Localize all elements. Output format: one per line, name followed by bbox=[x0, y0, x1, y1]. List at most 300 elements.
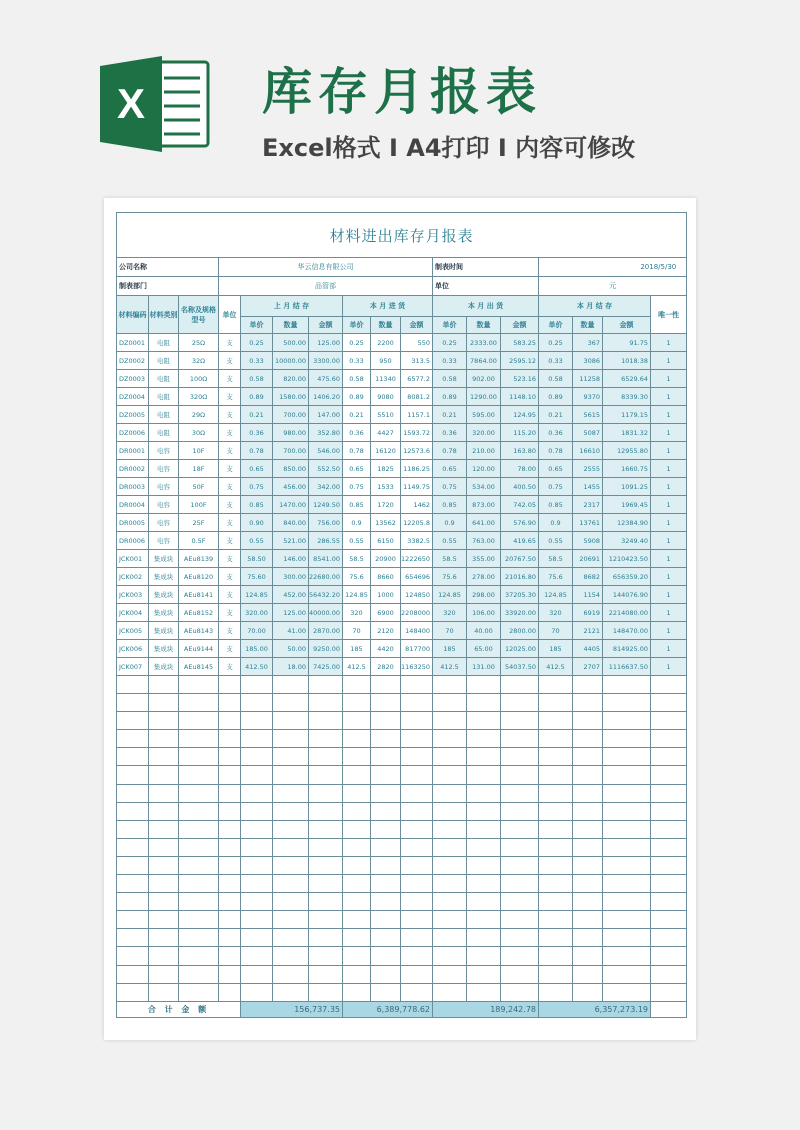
table-cell[interactable]: 10F bbox=[179, 442, 219, 460]
table-cell[interactable]: 1 bbox=[651, 496, 687, 514]
empty-cell[interactable] bbox=[219, 820, 241, 838]
table-cell[interactable]: 412.50 bbox=[241, 658, 273, 676]
table-cell[interactable]: 0.25 bbox=[241, 334, 273, 352]
empty-cell[interactable] bbox=[149, 965, 179, 983]
empty-cell[interactable] bbox=[117, 820, 149, 838]
empty-cell[interactable] bbox=[273, 875, 309, 893]
empty-cell[interactable] bbox=[573, 676, 603, 694]
empty-cell[interactable] bbox=[433, 838, 467, 856]
table-cell[interactable]: 2317 bbox=[573, 496, 603, 514]
table-cell[interactable]: 1179.15 bbox=[603, 406, 651, 424]
empty-cell[interactable] bbox=[273, 748, 309, 766]
table-cell[interactable]: 452.00 bbox=[273, 586, 309, 604]
empty-cell[interactable] bbox=[117, 694, 149, 712]
empty-cell[interactable] bbox=[539, 929, 573, 947]
table-cell[interactable]: 300.00 bbox=[273, 568, 309, 586]
table-cell[interactable]: 6919 bbox=[573, 604, 603, 622]
empty-cell[interactable] bbox=[467, 802, 501, 820]
empty-cell[interactable] bbox=[433, 820, 467, 838]
empty-cell[interactable] bbox=[501, 856, 539, 874]
empty-cell[interactable] bbox=[241, 838, 273, 856]
empty-cell[interactable] bbox=[241, 875, 273, 893]
empty-cell[interactable] bbox=[117, 730, 149, 748]
table-cell[interactable]: 20900 bbox=[371, 550, 401, 568]
empty-cell[interactable] bbox=[149, 784, 179, 802]
table-cell[interactable]: 1462 bbox=[401, 496, 433, 514]
table-cell[interactable]: 9080 bbox=[371, 388, 401, 406]
table-cell[interactable]: 0.78 bbox=[343, 442, 371, 460]
table-cell[interactable]: 2870.00 bbox=[309, 622, 343, 640]
table-cell[interactable]: 0.58 bbox=[241, 370, 273, 388]
empty-cell[interactable] bbox=[149, 911, 179, 929]
empty-cell[interactable] bbox=[117, 983, 149, 1001]
table-cell[interactable]: 0.89 bbox=[539, 388, 573, 406]
table-cell[interactable]: 1157.1 bbox=[401, 406, 433, 424]
table-cell[interactable]: 0.85 bbox=[433, 496, 467, 514]
empty-cell[interactable] bbox=[343, 875, 371, 893]
table-cell[interactable]: 支 bbox=[219, 658, 241, 676]
table-cell[interactable]: 0.55 bbox=[433, 532, 467, 550]
empty-cell[interactable] bbox=[371, 748, 401, 766]
table-cell[interactable]: 475.60 bbox=[309, 370, 343, 388]
empty-cell[interactable] bbox=[219, 875, 241, 893]
table-cell[interactable]: 11340 bbox=[371, 370, 401, 388]
table-cell[interactable]: 320 bbox=[343, 604, 371, 622]
unit-value[interactable]: 元 bbox=[539, 277, 687, 296]
table-cell[interactable]: 6900 bbox=[371, 604, 401, 622]
empty-cell[interactable] bbox=[539, 983, 573, 1001]
empty-cell[interactable] bbox=[309, 802, 343, 820]
table-cell[interactable]: 1593.72 bbox=[401, 424, 433, 442]
table-cell[interactable]: DZ0005 bbox=[117, 406, 149, 424]
table-cell[interactable]: 9370 bbox=[573, 388, 603, 406]
empty-cell[interactable] bbox=[501, 820, 539, 838]
empty-cell[interactable] bbox=[309, 875, 343, 893]
empty-cell[interactable] bbox=[371, 965, 401, 983]
empty-cell[interactable] bbox=[467, 694, 501, 712]
empty-cell[interactable] bbox=[467, 766, 501, 784]
table-cell[interactable]: 0.9 bbox=[343, 514, 371, 532]
table-cell[interactable]: 124850 bbox=[401, 586, 433, 604]
total-prev-amount[interactable]: 156,737.35 bbox=[241, 1001, 343, 1017]
table-cell[interactable]: 278.00 bbox=[467, 568, 501, 586]
table-cell[interactable]: 4405 bbox=[573, 640, 603, 658]
table-cell[interactable]: 4420 bbox=[371, 640, 401, 658]
empty-cell[interactable] bbox=[219, 947, 241, 965]
table-cell[interactable]: 6529.64 bbox=[603, 370, 651, 388]
empty-cell[interactable] bbox=[273, 911, 309, 929]
empty-cell[interactable] bbox=[401, 784, 433, 802]
empty-cell[interactable] bbox=[573, 929, 603, 947]
table-cell[interactable]: 902.00 bbox=[467, 370, 501, 388]
table-cell[interactable]: 1660.75 bbox=[603, 460, 651, 478]
empty-cell[interactable] bbox=[309, 820, 343, 838]
table-cell[interactable]: 1148.10 bbox=[501, 388, 539, 406]
table-cell[interactable]: 873.00 bbox=[467, 496, 501, 514]
table-cell[interactable]: 1455 bbox=[573, 478, 603, 496]
empty-cell[interactable] bbox=[309, 748, 343, 766]
table-cell[interactable]: 840.00 bbox=[273, 514, 309, 532]
table-cell[interactable]: 0.89 bbox=[343, 388, 371, 406]
table-cell[interactable]: 5510 bbox=[371, 406, 401, 424]
table-cell[interactable]: 0.75 bbox=[539, 478, 573, 496]
empty-cell[interactable] bbox=[433, 983, 467, 1001]
empty-cell[interactable] bbox=[651, 694, 687, 712]
empty-cell[interactable] bbox=[117, 929, 149, 947]
table-cell[interactable]: 1091.25 bbox=[603, 478, 651, 496]
table-cell[interactable]: 25Ω bbox=[179, 334, 219, 352]
empty-cell[interactable] bbox=[573, 875, 603, 893]
table-cell[interactable]: 33920.00 bbox=[501, 604, 539, 622]
table-cell[interactable]: 1 bbox=[651, 586, 687, 604]
empty-cell[interactable] bbox=[573, 730, 603, 748]
empty-cell[interactable] bbox=[371, 712, 401, 730]
table-cell[interactable]: 850.00 bbox=[273, 460, 309, 478]
table-cell[interactable]: 0.90 bbox=[241, 514, 273, 532]
empty-cell[interactable] bbox=[343, 820, 371, 838]
empty-cell[interactable] bbox=[401, 712, 433, 730]
empty-cell[interactable] bbox=[117, 911, 149, 929]
empty-cell[interactable] bbox=[273, 802, 309, 820]
empty-cell[interactable] bbox=[241, 784, 273, 802]
table-cell[interactable]: 124.85 bbox=[539, 586, 573, 604]
table-cell[interactable]: 7425.00 bbox=[309, 658, 343, 676]
empty-cell[interactable] bbox=[309, 911, 343, 929]
empty-cell[interactable] bbox=[467, 893, 501, 911]
table-cell[interactable]: 2820 bbox=[371, 658, 401, 676]
table-cell[interactable]: AEu9144 bbox=[179, 640, 219, 658]
empty-cell[interactable] bbox=[651, 983, 687, 1001]
table-cell[interactable]: 65.00 bbox=[467, 640, 501, 658]
empty-cell[interactable] bbox=[501, 838, 539, 856]
empty-cell[interactable] bbox=[651, 965, 687, 983]
table-cell[interactable]: 58.5 bbox=[343, 550, 371, 568]
empty-cell[interactable] bbox=[309, 694, 343, 712]
table-cell[interactable]: 0.58 bbox=[433, 370, 467, 388]
empty-cell[interactable] bbox=[273, 965, 309, 983]
empty-cell[interactable] bbox=[401, 856, 433, 874]
empty-cell[interactable] bbox=[179, 784, 219, 802]
empty-cell[interactable] bbox=[371, 730, 401, 748]
table-cell[interactable]: 2121 bbox=[573, 622, 603, 640]
empty-cell[interactable] bbox=[467, 838, 501, 856]
table-cell[interactable]: 185.00 bbox=[241, 640, 273, 658]
table-cell[interactable]: 电阻 bbox=[149, 406, 179, 424]
empty-cell[interactable] bbox=[241, 893, 273, 911]
table-cell[interactable]: 支 bbox=[219, 514, 241, 532]
table-cell[interactable]: AEu8145 bbox=[179, 658, 219, 676]
table-cell[interactable]: 185 bbox=[343, 640, 371, 658]
empty-cell[interactable] bbox=[651, 802, 687, 820]
table-cell[interactable]: 16120 bbox=[371, 442, 401, 460]
empty-cell[interactable] bbox=[573, 784, 603, 802]
empty-cell[interactable] bbox=[343, 730, 371, 748]
empty-cell[interactable] bbox=[179, 820, 219, 838]
empty-cell[interactable] bbox=[371, 802, 401, 820]
empty-cell[interactable] bbox=[401, 766, 433, 784]
table-cell[interactable]: 56432.20 bbox=[309, 586, 343, 604]
empty-cell[interactable] bbox=[467, 676, 501, 694]
table-cell[interactable]: 5615 bbox=[573, 406, 603, 424]
table-cell[interactable]: 支 bbox=[219, 406, 241, 424]
empty-cell[interactable] bbox=[149, 712, 179, 730]
table-cell[interactable]: 1 bbox=[651, 550, 687, 568]
empty-cell[interactable] bbox=[309, 856, 343, 874]
table-cell[interactable]: 12205.8 bbox=[401, 514, 433, 532]
empty-cell[interactable] bbox=[501, 929, 539, 947]
empty-cell[interactable] bbox=[433, 676, 467, 694]
empty-cell[interactable] bbox=[179, 766, 219, 784]
empty-cell[interactable] bbox=[273, 929, 309, 947]
table-cell[interactable]: 0.21 bbox=[433, 406, 467, 424]
table-cell[interactable]: 11258 bbox=[573, 370, 603, 388]
table-cell[interactable]: 13562 bbox=[371, 514, 401, 532]
table-cell[interactable]: 2120 bbox=[371, 622, 401, 640]
table-cell[interactable]: 0.25 bbox=[539, 334, 573, 352]
table-cell[interactable]: 40.00 bbox=[467, 622, 501, 640]
empty-cell[interactable] bbox=[309, 929, 343, 947]
table-cell[interactable]: 2214080.00 bbox=[603, 604, 651, 622]
empty-cell[interactable] bbox=[371, 820, 401, 838]
table-cell[interactable]: 980.00 bbox=[273, 424, 309, 442]
table-cell[interactable]: 集成块 bbox=[149, 604, 179, 622]
table-cell[interactable]: 电容 bbox=[149, 460, 179, 478]
empty-cell[interactable] bbox=[371, 929, 401, 947]
table-cell[interactable]: DR0001 bbox=[117, 442, 149, 460]
table-cell[interactable]: 0.36 bbox=[539, 424, 573, 442]
company-value[interactable]: 华云信息有限公司 bbox=[219, 258, 433, 277]
table-cell[interactable]: 8081.2 bbox=[401, 388, 433, 406]
empty-cell[interactable] bbox=[117, 838, 149, 856]
empty-cell[interactable] bbox=[149, 838, 179, 856]
table-cell[interactable]: 0.75 bbox=[241, 478, 273, 496]
table-cell[interactable]: 0.21 bbox=[343, 406, 371, 424]
empty-cell[interactable] bbox=[651, 893, 687, 911]
empty-cell[interactable] bbox=[539, 820, 573, 838]
empty-cell[interactable] bbox=[371, 856, 401, 874]
empty-cell[interactable] bbox=[539, 838, 573, 856]
table-cell[interactable]: JCK004 bbox=[117, 604, 149, 622]
empty-cell[interactable] bbox=[651, 748, 687, 766]
empty-cell[interactable] bbox=[273, 856, 309, 874]
table-cell[interactable]: 70.00 bbox=[241, 622, 273, 640]
table-cell[interactable]: 支 bbox=[219, 334, 241, 352]
empty-cell[interactable] bbox=[573, 766, 603, 784]
empty-cell[interactable] bbox=[651, 712, 687, 730]
empty-cell[interactable] bbox=[179, 875, 219, 893]
empty-cell[interactable] bbox=[539, 766, 573, 784]
table-cell[interactable]: 950 bbox=[371, 352, 401, 370]
empty-cell[interactable] bbox=[401, 694, 433, 712]
empty-cell[interactable] bbox=[651, 820, 687, 838]
table-cell[interactable]: 1186.25 bbox=[401, 460, 433, 478]
empty-cell[interactable] bbox=[467, 911, 501, 929]
empty-cell[interactable] bbox=[273, 947, 309, 965]
table-cell[interactable]: 100Ω bbox=[179, 370, 219, 388]
empty-cell[interactable] bbox=[501, 748, 539, 766]
table-cell[interactable]: AEu8139 bbox=[179, 550, 219, 568]
empty-cell[interactable] bbox=[539, 893, 573, 911]
table-cell[interactable]: 0.21 bbox=[539, 406, 573, 424]
empty-cell[interactable] bbox=[603, 748, 651, 766]
table-cell[interactable]: 576.90 bbox=[501, 514, 539, 532]
table-cell[interactable]: 16610 bbox=[573, 442, 603, 460]
table-cell[interactable]: 1470.00 bbox=[273, 496, 309, 514]
table-cell[interactable]: 763.00 bbox=[467, 532, 501, 550]
table-cell[interactable]: 124.85 bbox=[241, 586, 273, 604]
table-cell[interactable]: 320.00 bbox=[467, 424, 501, 442]
empty-cell[interactable] bbox=[573, 748, 603, 766]
table-cell[interactable]: 3086 bbox=[573, 352, 603, 370]
table-cell[interactable]: 1 bbox=[651, 622, 687, 640]
table-cell[interactable]: JCK007 bbox=[117, 658, 149, 676]
empty-cell[interactable] bbox=[651, 947, 687, 965]
empty-cell[interactable] bbox=[219, 676, 241, 694]
table-cell[interactable]: 2200 bbox=[371, 334, 401, 352]
table-cell[interactable]: 支 bbox=[219, 622, 241, 640]
table-cell[interactable]: 0.36 bbox=[343, 424, 371, 442]
table-cell[interactable]: 0.36 bbox=[241, 424, 273, 442]
empty-cell[interactable] bbox=[179, 730, 219, 748]
table-cell[interactable]: 集成块 bbox=[149, 568, 179, 586]
dept-value[interactable]: 品管部 bbox=[219, 277, 433, 296]
table-cell[interactable]: 521.00 bbox=[273, 532, 309, 550]
empty-cell[interactable] bbox=[501, 965, 539, 983]
empty-cell[interactable] bbox=[219, 856, 241, 874]
table-cell[interactable]: 22680.00 bbox=[309, 568, 343, 586]
empty-cell[interactable] bbox=[219, 784, 241, 802]
empty-cell[interactable] bbox=[343, 893, 371, 911]
table-cell[interactable]: 1163250 bbox=[401, 658, 433, 676]
empty-cell[interactable] bbox=[179, 893, 219, 911]
table-cell[interactable]: 700.00 bbox=[273, 406, 309, 424]
table-cell[interactable]: 352.80 bbox=[309, 424, 343, 442]
table-cell[interactable]: DR0005 bbox=[117, 514, 149, 532]
empty-cell[interactable] bbox=[149, 856, 179, 874]
table-cell[interactable]: 298.00 bbox=[467, 586, 501, 604]
empty-cell[interactable] bbox=[343, 911, 371, 929]
empty-cell[interactable] bbox=[603, 766, 651, 784]
table-cell[interactable]: 0.58 bbox=[539, 370, 573, 388]
empty-cell[interactable] bbox=[539, 875, 573, 893]
empty-cell[interactable] bbox=[433, 712, 467, 730]
empty-cell[interactable] bbox=[651, 784, 687, 802]
table-cell[interactable]: 78.00 bbox=[501, 460, 539, 478]
empty-cell[interactable] bbox=[651, 676, 687, 694]
table-cell[interactable]: 412.5 bbox=[343, 658, 371, 676]
total-unique-cell[interactable] bbox=[651, 1001, 687, 1017]
empty-cell[interactable] bbox=[603, 784, 651, 802]
table-cell[interactable]: AEu8152 bbox=[179, 604, 219, 622]
table-cell[interactable]: 286.55 bbox=[309, 532, 343, 550]
table-cell[interactable]: 5087 bbox=[573, 424, 603, 442]
table-cell[interactable]: 集成块 bbox=[149, 622, 179, 640]
table-cell[interactable]: 125.00 bbox=[273, 604, 309, 622]
table-cell[interactable]: 1 bbox=[651, 532, 687, 550]
empty-cell[interactable] bbox=[433, 730, 467, 748]
empty-cell[interactable] bbox=[501, 712, 539, 730]
table-cell[interactable]: 313.5 bbox=[401, 352, 433, 370]
empty-cell[interactable] bbox=[149, 802, 179, 820]
table-cell[interactable]: 654696 bbox=[401, 568, 433, 586]
table-cell[interactable]: 58.5 bbox=[433, 550, 467, 568]
table-cell[interactable]: 8541.00 bbox=[309, 550, 343, 568]
table-cell[interactable]: JCK001 bbox=[117, 550, 149, 568]
empty-cell[interactable] bbox=[603, 820, 651, 838]
empty-cell[interactable] bbox=[241, 676, 273, 694]
empty-cell[interactable] bbox=[539, 856, 573, 874]
empty-cell[interactable] bbox=[603, 676, 651, 694]
empty-cell[interactable] bbox=[467, 983, 501, 1001]
empty-cell[interactable] bbox=[371, 766, 401, 784]
empty-cell[interactable] bbox=[219, 838, 241, 856]
table-cell[interactable]: 40000.00 bbox=[309, 604, 343, 622]
empty-cell[interactable] bbox=[401, 730, 433, 748]
table-cell[interactable]: 124.85 bbox=[433, 586, 467, 604]
empty-cell[interactable] bbox=[603, 875, 651, 893]
empty-cell[interactable] bbox=[433, 694, 467, 712]
table-cell[interactable]: JCK002 bbox=[117, 568, 149, 586]
empty-cell[interactable] bbox=[603, 802, 651, 820]
empty-cell[interactable] bbox=[371, 983, 401, 1001]
empty-cell[interactable] bbox=[603, 694, 651, 712]
table-cell[interactable]: 1 bbox=[651, 424, 687, 442]
empty-cell[interactable] bbox=[241, 820, 273, 838]
table-cell[interactable]: 0.78 bbox=[241, 442, 273, 460]
table-cell[interactable]: 0.33 bbox=[433, 352, 467, 370]
empty-cell[interactable] bbox=[467, 929, 501, 947]
table-cell[interactable]: 185 bbox=[433, 640, 467, 658]
table-cell[interactable]: JCK006 bbox=[117, 640, 149, 658]
table-cell[interactable]: 0.65 bbox=[343, 460, 371, 478]
table-cell[interactable]: DR0003 bbox=[117, 478, 149, 496]
table-cell[interactable]: 0.78 bbox=[433, 442, 467, 460]
empty-cell[interactable] bbox=[149, 676, 179, 694]
empty-cell[interactable] bbox=[467, 856, 501, 874]
table-cell[interactable]: 367 bbox=[573, 334, 603, 352]
table-cell[interactable]: 电阻 bbox=[149, 370, 179, 388]
table-cell[interactable]: 1290.00 bbox=[467, 388, 501, 406]
empty-cell[interactable] bbox=[179, 712, 219, 730]
table-cell[interactable]: 210.00 bbox=[467, 442, 501, 460]
table-cell[interactable]: 支 bbox=[219, 442, 241, 460]
empty-cell[interactable] bbox=[603, 856, 651, 874]
table-cell[interactable]: 电容 bbox=[149, 478, 179, 496]
table-cell[interactable]: 13761 bbox=[573, 514, 603, 532]
empty-cell[interactable] bbox=[241, 766, 273, 784]
empty-cell[interactable] bbox=[273, 712, 309, 730]
table-cell[interactable]: 1 bbox=[651, 406, 687, 424]
total-end-amount[interactable]: 6,357,273.19 bbox=[539, 1001, 651, 1017]
table-cell[interactable]: 1000 bbox=[371, 586, 401, 604]
empty-cell[interactable] bbox=[309, 983, 343, 1001]
empty-cell[interactable] bbox=[241, 730, 273, 748]
table-cell[interactable]: 2555 bbox=[573, 460, 603, 478]
table-cell[interactable]: 0.75 bbox=[343, 478, 371, 496]
table-cell[interactable]: 148470.00 bbox=[603, 622, 651, 640]
empty-cell[interactable] bbox=[241, 712, 273, 730]
table-cell[interactable]: 148400 bbox=[401, 622, 433, 640]
empty-cell[interactable] bbox=[401, 676, 433, 694]
empty-cell[interactable] bbox=[573, 694, 603, 712]
empty-cell[interactable] bbox=[501, 676, 539, 694]
table-cell[interactable]: 集成块 bbox=[149, 550, 179, 568]
table-cell[interactable]: 18F bbox=[179, 460, 219, 478]
table-cell[interactable]: 支 bbox=[219, 424, 241, 442]
empty-cell[interactable] bbox=[343, 965, 371, 983]
table-cell[interactable]: 0.33 bbox=[343, 352, 371, 370]
empty-cell[interactable] bbox=[149, 730, 179, 748]
